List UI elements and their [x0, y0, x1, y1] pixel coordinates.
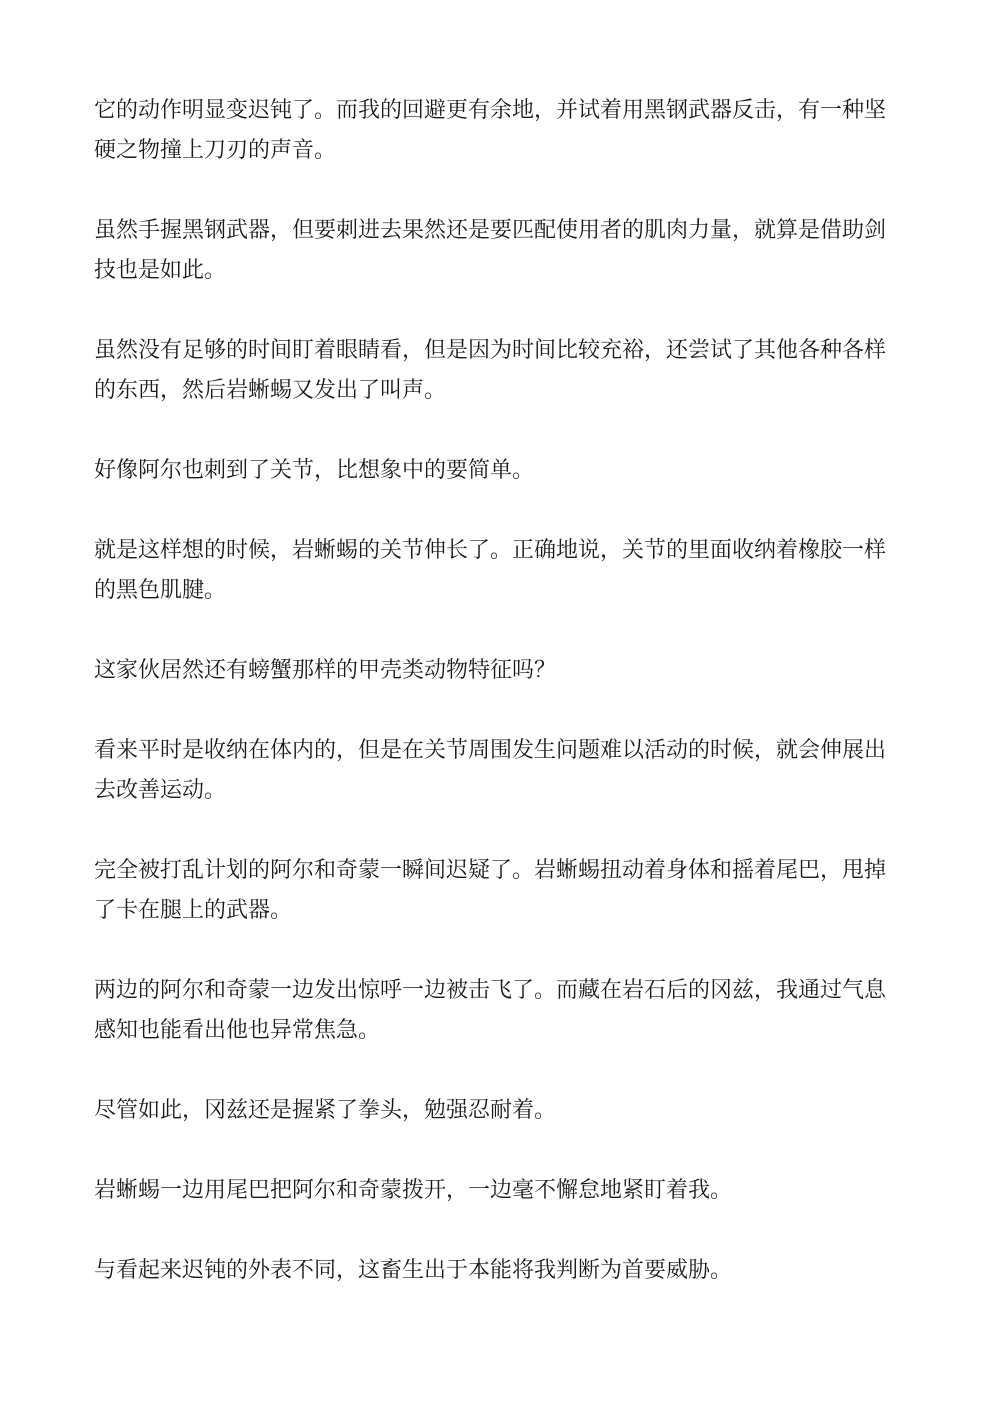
paragraph: 就是这样想的时候，岩蜥蜴的关节伸长了。正确地说，关节的里面收纳着橡胶一样的黑色肌腱。 — [94, 538, 887, 603]
paragraph: 这家伙居然还有螃蟹那样的甲壳类动物特征吗？ — [94, 658, 557, 683]
paragraph: 虽然没有足够的时间盯着眼睛看，但是因为时间比较充裕，还尝试了其他各种各样的东西，然后岩蜥蜴又发出了叫声。 — [94, 338, 887, 403]
document-body — [94, 91, 894, 1331]
paragraph: 好像阿尔也刺到了关节，比想象中的要简单。 — [94, 458, 535, 483]
paragraph: 与看起来迟钝的外表不同，这畜生出于本能将我判断为首要威胁。 — [94, 1258, 733, 1283]
paragraph: 它的动作明显变迟钝了。而我的回避更有余地，并试着用黑钢武器反击，有一种坚硬之物撞上刀刃的声音。 — [94, 98, 887, 163]
paragraph: 看来平时是收纳在体内的，但是在关节周围发生问题难以活动的时候，就会伸展出去改善运动。 — [94, 738, 887, 803]
paragraph: 两边的阿尔和奇蒙一边发出惊呼一边被击飞了。而藏在岩石后的冈兹，我通过气息感知也能看出他也异常焦急。 — [94, 978, 887, 1043]
paragraph: 虽然手握黑钢武器，但要刺进去果然还是要匹配使用者的肌肉力量，就算是借助剑技也是如此。 — [94, 218, 887, 283]
paragraph: 尽管如此，冈兹还是握紧了拳头，勉强忍耐着。 — [94, 1098, 557, 1123]
paragraph: 岩蜥蜴一边用尾巴把阿尔和奇蒙拨开，一边毫不懈怠地紧盯着我。 — [94, 1178, 733, 1203]
paragraph: 完全被打乱计划的阿尔和奇蒙一瞬间迟疑了。岩蜥蜴扭动着身体和摇着尾巴，甩掉了卡在腿上的武器。 — [94, 858, 887, 923]
